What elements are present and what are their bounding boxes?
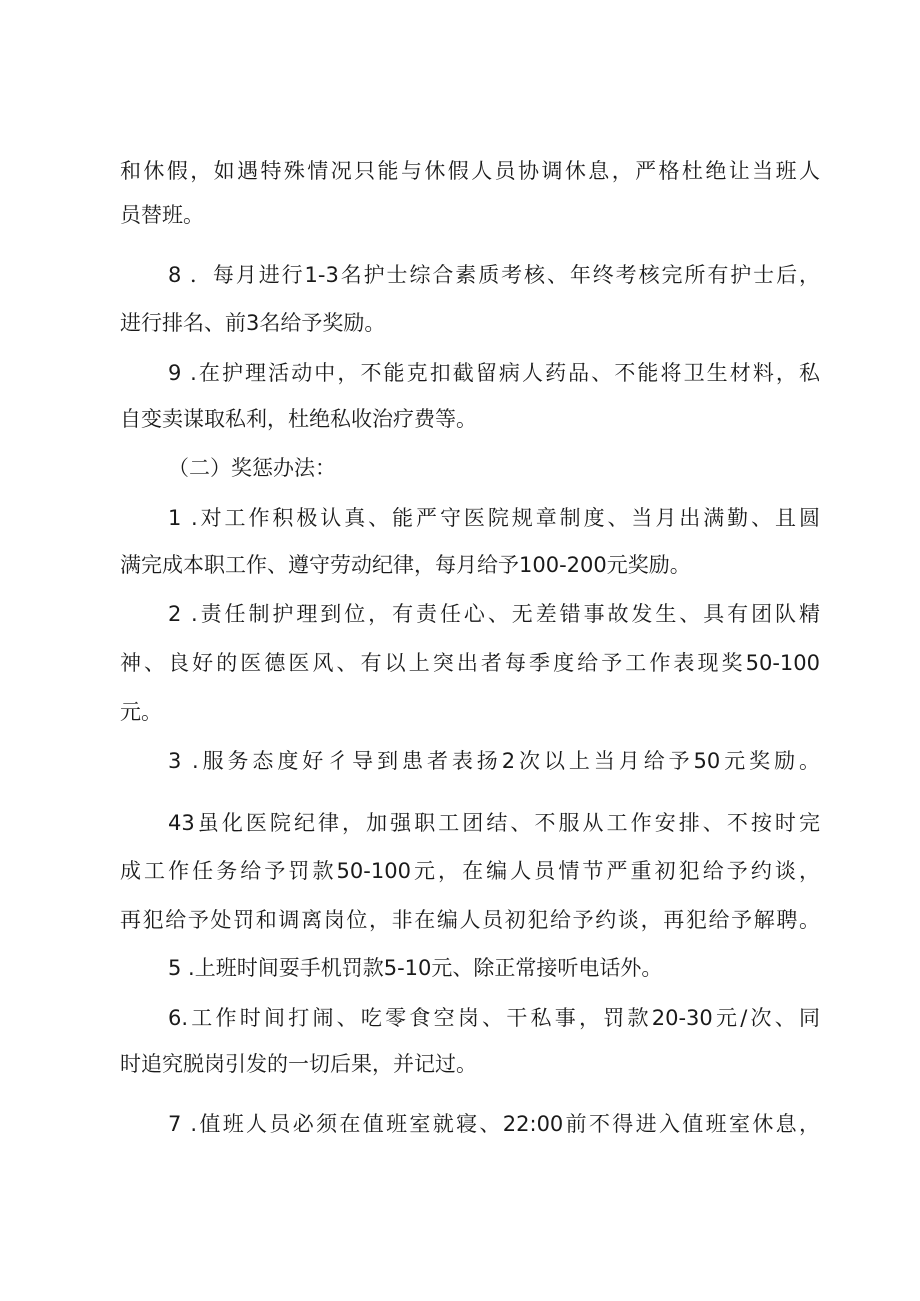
text-line: 2 .责任制护理到位，有责任心、无差错事故发生、具有团队精	[168, 602, 820, 626]
text-line: 员替班。	[120, 203, 204, 227]
text-line: 8 ．每月进行1-3名护士综合素质考核、年终考核完所有护士后，	[168, 263, 820, 287]
text-line: 再犯给予处罚和调离岗位，非在编人员初犯给予约谈，再犯给予解聘。	[120, 908, 820, 932]
text-line: 1 .对工作积极认真、能严守医院规章制度、当月出满勤、且圆	[168, 506, 820, 530]
section-heading: （二）奖惩办法：	[168, 456, 336, 480]
text-line: 元。	[120, 700, 162, 724]
text-line: 6.工作时间打闹、吃零食空岗、干私事，罚款20-30元/次、同	[168, 1006, 820, 1030]
text-line: 成工作任务给予罚款50-100元，在编人员情节严重初犯给予约谈，	[120, 859, 820, 883]
text-line: 自变卖谋取私利，杜绝私收治疗费等。	[120, 407, 477, 431]
text-line: 和休假，如遇特殊情况只能与休假人员协调休息，严格杜绝让当班人	[120, 159, 820, 183]
text-line: 9 .在护理活动中，不能克扣截留病人药品、不能将卫生材料，私	[168, 361, 820, 385]
text-line: 43虽化医院纪律，加强职工团结、不服从工作安排、不按时完	[168, 811, 820, 835]
text-line: 神、良好的医德医风、有以上突出者每季度给予工作表现奖50-100	[120, 651, 820, 675]
text-line: 满完成本职工作、遵守劳动纪律，每月给予100-200元奖励。	[120, 553, 691, 577]
text-line: 7 .值班人员必须在值班室就寝、22:00前不得进入值班室休息，	[168, 1112, 820, 1136]
text-line: 5 .上班时间耍手机罚款5-10元、除正常接听电话外。	[168, 956, 663, 980]
text-line: 3 .服务态度好彳导到患者表扬2次以上当月给予50元奖励。	[168, 749, 820, 773]
text-line: 进行排名、前3名给予奖励。	[120, 311, 386, 335]
text-line: 时追究脱岗引发的一切后果，并记过。	[120, 1052, 477, 1076]
